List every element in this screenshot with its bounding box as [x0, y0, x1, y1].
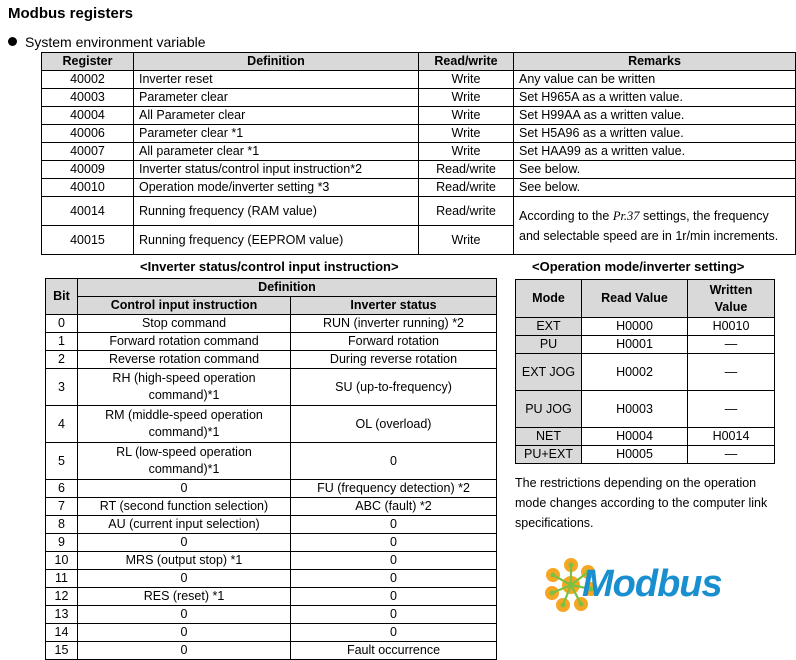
bit-cell: 14 — [46, 624, 78, 642]
status-cell: Forward rotation — [291, 333, 497, 351]
readwrite-cell: Write — [419, 71, 514, 89]
control-cell: RT (second function selection) — [78, 498, 291, 516]
table-row — [46, 351, 497, 369]
control-cell: RM (middle-speed operation command)*1 — [78, 406, 291, 443]
register-cell: 40010 — [42, 179, 134, 197]
readwrite-header: Read/write — [419, 53, 514, 71]
page-title: Modbus registers — [8, 5, 134, 22]
status-cell: 0 — [291, 516, 497, 534]
mode-cell: EXT — [516, 318, 582, 336]
status-cell: 0 — [291, 606, 497, 624]
definition-cell: All parameter clear *1 — [134, 143, 419, 161]
written-value-header: Written Value — [688, 280, 775, 318]
read-value-header: Read Value — [582, 280, 688, 318]
section-bullet — [8, 34, 206, 50]
register-cell: 40004 — [42, 107, 134, 125]
bit-cell: 2 — [46, 351, 78, 369]
status-cell: 0 — [291, 552, 497, 570]
read-value-cell: H0001 — [582, 336, 688, 354]
written-value-cell: H0010 — [688, 318, 775, 336]
readwrite-cell: Read/write — [419, 179, 514, 197]
readwrite-cell: Write — [419, 226, 514, 255]
bits-caption: <Inverter status/control input instruction> — [140, 259, 399, 274]
control-cell: 0 — [78, 570, 291, 588]
table-row — [46, 443, 497, 480]
bullet-dot-icon — [8, 37, 17, 46]
control-cell: 0 — [78, 480, 291, 498]
mode-cell: PU+EXT — [516, 446, 582, 464]
table-row — [46, 498, 497, 516]
remarks-header: Remarks — [514, 53, 796, 71]
register-table — [41, 52, 796, 255]
table-row — [46, 624, 497, 642]
control-cell: Stop command — [78, 315, 291, 333]
table-row — [42, 125, 796, 143]
remarks-cell-merged — [514, 197, 796, 255]
table-row — [516, 446, 775, 464]
status-cell: 0 — [291, 443, 497, 480]
bit-cell: 5 — [46, 443, 78, 480]
remarks-cell: Set H5A96 as a written value. — [514, 125, 796, 143]
readwrite-cell: Write — [419, 143, 514, 161]
status-header: Inverter status — [291, 297, 497, 315]
written-value-cell: — — [688, 446, 775, 464]
table-row — [46, 516, 497, 534]
definition-cell: Running frequency (RAM value) — [134, 197, 419, 226]
readwrite-cell: Read/write — [419, 161, 514, 179]
bit-cell: 0 — [46, 315, 78, 333]
remark-text: settings, the frequency and selectable speed are in 1r/min increments. — [519, 208, 779, 243]
written-value-cell: — — [688, 336, 775, 354]
definition-cell: Operation mode/inverter setting *3 — [134, 179, 419, 197]
bit-cell: 15 — [46, 642, 78, 660]
table-row — [42, 71, 796, 89]
table-row — [46, 406, 497, 443]
register-cell: 40006 — [42, 125, 134, 143]
readwrite-cell: Read/write — [419, 197, 514, 226]
bit-cell: 11 — [46, 570, 78, 588]
control-cell: 0 — [78, 606, 291, 624]
table-row — [42, 179, 796, 197]
status-cell: 0 — [291, 624, 497, 642]
remarks-cell: Set H99AA as a written value. — [514, 107, 796, 125]
control-cell: AU (current input selection) — [78, 516, 291, 534]
bit-cell: 12 — [46, 588, 78, 606]
readwrite-cell: Write — [419, 89, 514, 107]
table-row — [516, 391, 775, 428]
register-header: Register — [42, 53, 134, 71]
bit-cell: 8 — [46, 516, 78, 534]
control-cell: 0 — [78, 624, 291, 642]
remarks-cell: Set H965A as a written value. — [514, 89, 796, 107]
note-text: The restrictions depending on the operation mode changes according to the computer link specifications. — [515, 476, 768, 530]
table-row — [42, 197, 796, 226]
table-row — [46, 588, 497, 606]
mode-cell: EXT JOG — [516, 354, 582, 391]
register-cell: 40003 — [42, 89, 134, 107]
bit-cell: 6 — [46, 480, 78, 498]
written-value-cell: H0014 — [688, 428, 775, 446]
table-row — [516, 428, 775, 446]
status-cell: ABC (fault) *2 — [291, 498, 497, 516]
definition-cell: Inverter status/control input instruction*2 — [134, 161, 419, 179]
table-row — [46, 369, 497, 406]
table-row — [516, 336, 775, 354]
bit-cell: 3 — [46, 369, 78, 406]
bit-cell: 10 — [46, 552, 78, 570]
bit-cell: 1 — [46, 333, 78, 351]
table-row — [46, 534, 497, 552]
modbus-logo-text: Modbus — [582, 563, 722, 605]
table-row — [46, 552, 497, 570]
table-row — [516, 318, 775, 336]
status-cell: During reverse rotation — [291, 351, 497, 369]
written-value-cell: — — [688, 391, 775, 428]
definition-cell: Parameter clear *1 — [134, 125, 419, 143]
control-header: Control input instruction — [78, 297, 291, 315]
control-cell: Forward rotation command — [78, 333, 291, 351]
control-cell: 0 — [78, 642, 291, 660]
remarks-cell: Any value can be written — [514, 71, 796, 89]
definition-cell: All Parameter clear — [134, 107, 419, 125]
read-value-cell: H0003 — [582, 391, 688, 428]
control-cell: RES (reset) *1 — [78, 588, 291, 606]
definition-cell: Parameter clear — [134, 89, 419, 107]
control-cell: RH (high-speed operation command)*1 — [78, 369, 291, 406]
control-cell: 0 — [78, 534, 291, 552]
bit-cell: 13 — [46, 606, 78, 624]
read-value-cell: H0005 — [582, 446, 688, 464]
remarks-cell: See below. — [514, 179, 796, 197]
remarks-cell: Set HAA99 as a written value. — [514, 143, 796, 161]
table-row — [46, 570, 497, 588]
definition-header: Definition — [78, 279, 497, 297]
table-row — [46, 480, 497, 498]
register-table-body — [42, 71, 796, 255]
bits-table-body — [46, 315, 497, 660]
table-row — [46, 333, 497, 351]
read-value-cell: H0002 — [582, 354, 688, 391]
bit-header: Bit — [46, 279, 78, 315]
written-value-cell: — — [688, 354, 775, 391]
definition-cell: Running frequency (EEPROM value) — [134, 226, 419, 255]
modes-caption: <Operation mode/inverter setting> — [532, 259, 745, 274]
table-row — [42, 89, 796, 107]
status-cell: RUN (inverter running) *2 — [291, 315, 497, 333]
mode-cell: PU — [516, 336, 582, 354]
register-cell: 40009 — [42, 161, 134, 179]
status-cell: FU (frequency detection) *2 — [291, 480, 497, 498]
table-row — [42, 107, 796, 125]
bit-cell: 9 — [46, 534, 78, 552]
bit-cell: 7 — [46, 498, 78, 516]
control-cell: Reverse rotation command — [78, 351, 291, 369]
read-value-cell: H0000 — [582, 318, 688, 336]
table-row — [42, 143, 796, 161]
remark-text: According to the — [519, 208, 613, 223]
readwrite-cell: Write — [419, 125, 514, 143]
status-cell: 0 — [291, 588, 497, 606]
table-row — [42, 161, 796, 179]
parameter-ref: Pr.37 — [612, 208, 640, 223]
status-cell: 0 — [291, 570, 497, 588]
control-cell: RL (low-speed operation command)*1 — [78, 443, 291, 480]
mode-cell: NET — [516, 428, 582, 446]
definition-header: Definition — [134, 53, 419, 71]
mode-cell: PU JOG — [516, 391, 582, 428]
bits-table — [45, 278, 497, 660]
status-cell: SU (up-to-frequency) — [291, 369, 497, 406]
register-cell: 40002 — [42, 71, 134, 89]
readwrite-cell: Write — [419, 107, 514, 125]
table-row — [46, 315, 497, 333]
section-label: System environment variable — [25, 34, 206, 50]
remarks-cell: See below. — [514, 161, 796, 179]
register-cell: 40015 — [42, 226, 134, 255]
table-row — [516, 354, 775, 391]
register-cell: 40007 — [42, 143, 134, 161]
status-cell: Fault occurrence — [291, 642, 497, 660]
definition-cell: Inverter reset — [134, 71, 419, 89]
bit-cell: 4 — [46, 406, 78, 443]
modes-table — [515, 279, 775, 464]
table-row — [46, 606, 497, 624]
control-cell: MRS (output stop) *1 — [78, 552, 291, 570]
modes-table-body — [516, 318, 775, 464]
status-cell: OL (overload) — [291, 406, 497, 443]
read-value-cell: H0004 — [582, 428, 688, 446]
mode-header: Mode — [516, 280, 582, 318]
register-cell: 40014 — [42, 197, 134, 226]
status-cell: 0 — [291, 534, 497, 552]
